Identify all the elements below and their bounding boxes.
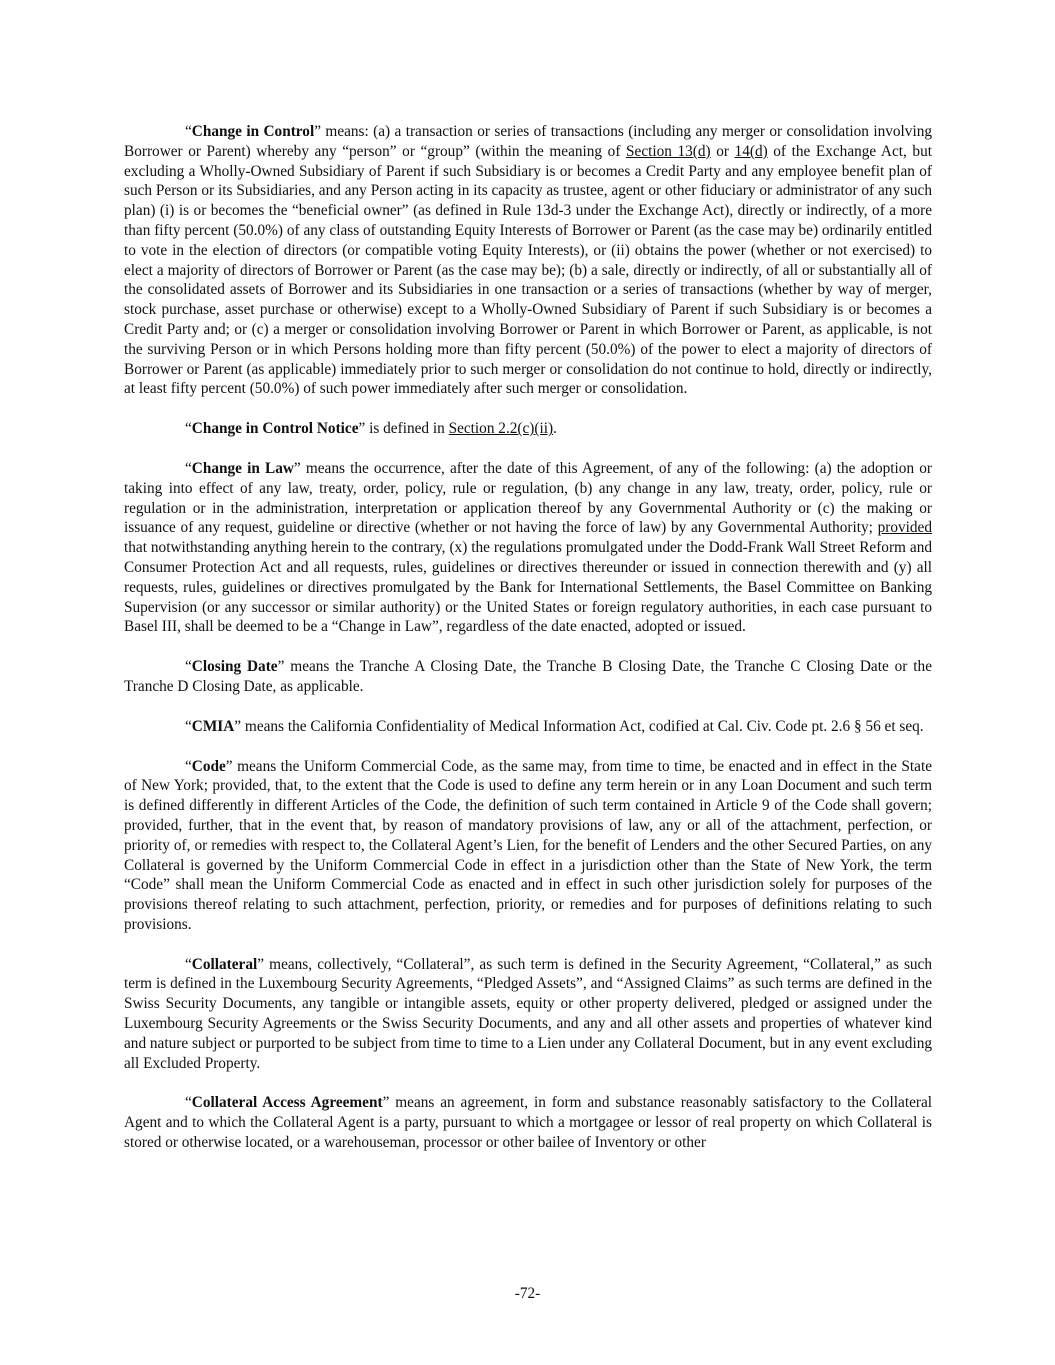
definition-change-in-control: “Change in Control” means: (a) a transaction or series of transactions (including any merger or consolidation involving Borrower or Parent) whereby any “person” or “group” (within the meaning of Section 13(d) or 14(d) of the Exchange Act, but excluding a Wholly-Owned Subsidiary of Parent if such Subsidiary is or becomes a Credit Party and any employee benefit plan of such Person or its Subsidiaries, and any Person acting in its capacity as trustee, agent or other fiduciary or administrator of any such plan) (i) is or becomes the “beneficial owner” (as defined in Rule 13d-3 under the Exchange Act), directly or indirectly, of a more than fifty percent (50.0%) of any class of outstanding Equity Interests of Borrower or Parent (as the case may be) ordinarily entitled to vote in the election of directors (or compatible voting Equity Interests), or (ii) obtains the power (whether or not exercised) to elect a majority of directors of Borrower or Parent (as the case may be); (b) a sale, directly or indirectly, of all or substantially all of the consolidated assets of Borrower and its Subsidiaries in one transaction or a series of transactions (whether by way of merger, stock purchase, asset purchase or otherwise) except to a Wholly-Owned Subsidiary of Parent if such Subsidiary is or becomes a Credit Party and; or (c) a merger or consolidation involving Borrower or Parent in which Borrower or Parent, as applicable, is not the surviving Person or in which Persons holding more than fifty percent (50.0%) of the power to elect a majority of directors of Borrower or Parent (as applicable) immediately prior to such merger or consolidation do not continue to hold, directly or indirectly, at least fifty percent (50.0%) of such power immediately after such merger or consolidation. xyxy=(124,123,932,398)
defined-term: Change in Control Notice xyxy=(191,420,359,438)
definition-change-in-law: “Change in Law” means the occurrence, after the date of this Agreement, of any of the following: (a) the adoption or taking into effect of any law, treaty, order, policy, rule or regulation, (b) any change in any law, treaty, order, policy, rule or regulation or in the administration, interpretation or application thereof by any Governmental Authority or (c) the making or issuance of any request, guideline or directive (whether or not having the force of law) by any Governmental Authority; provided that notwithstanding anything herein to the contrary, (x) the regulations promulgated under the Dodd-Frank Wall Street Reform and Consumer Protection Act and all requests, rules, guidelines or directives thereunder or issued in connection therewith and (y) all requests, rules, guidelines or directives promulgated by the Bank for International Settlements, the Basel Committee on Banking Supervision (or any successor or similar authority) or the United States or foreign regulatory authorities, in each case pursuant to Basel III, shall be deemed to be a “Change in Law”, regardless of the date enacted, adopted or issued. xyxy=(124,459,932,636)
section-reference: Section 13(d) xyxy=(626,142,711,160)
definition-collateral: “Collateral” means, collectively, “Collateral”, as such term is defined in the Security Agreement, “Collateral,” as such term is defined in the Luxembourg Security Agreements, “Pledged Assets”, and “Assigned Claims” as such terms are defined in the Swiss Security Documents, any tangible or intangible assets, equity or other property delivered, pledged or assigned under the Luxembourg Security Agreements or the Swiss Security Documents, and any and all other assets and properties of whatever kind and nature subject or purported to be subject from time to time to a Lien under any Collateral Document, but in any event excluding all Excluded Property. xyxy=(124,955,932,1072)
definition-text: means, collectively, “Collateral”, as such term is defined in the Security Agreement, “Collateral,” as such term is defined in the Luxembourg Security Agreements, “Pledged Assets”, and “Assigned Claims” as such terms are defined in the Swiss Security Documents, any tangible or intangible assets, equity or other property delivered, pledged or assigned under the Luxembourg Security Agreements or the Swiss Security Documents, and any and all other assets and properties of whatever kind and nature subject or purported to be subject from time to time to a Lien under any Collateral Document, but in any event excluding all Excluded Property. xyxy=(124,955,932,1072)
definition-text: means the Tranche A Closing Date, the Tranche B Closing Date, the Tranche C Closing Date or the Tranche D Closing Date, as applicable. xyxy=(124,658,932,695)
defined-term: Collateral Access Agreement xyxy=(191,1094,383,1112)
section-reference: 14(d) xyxy=(734,142,768,160)
defined-term: Change in Law xyxy=(191,459,294,477)
definition-cmia: “CMIA” means the California Confidentiality of Medical Information Act, codified at Cal. Civ. Code pt. 2.6 § 56 et seq. xyxy=(185,717,924,735)
document-page xyxy=(124,122,932,1173)
section-reference: Section 2.2(c)(ii) xyxy=(448,420,554,438)
definition-text: of the Exchange Act, but excluding a Wholly-Owned Subsidiary of Parent if such Subsidiary is or becomes a Credit Party and any employee benefit plan of such Person or its Subsidiaries, and any Person acting in its capacity as trustee, agent or other fiduciary or administrator of any such plan) (i) is or becomes the “beneficial owner” (as defined in Rule 13d-3 under the Exchange Act), directly or indirectly, of a more than fifty percent (50.0%) of any class of outstanding Equity Interests of Borrower or Parent (as the case may be) ordinarily entitled to vote in the election of directors (or compatible voting Equity Interests), or (ii) obtains the power (whether or not exercised) to elect a majority of directors of Borrower or Parent (as the case may be); (b) a sale, directly or indirectly, of all or substantially all of the consolidated assets of Borrower and its Subsidiaries in one transaction or a series of transactions (whether by way of merger, stock purchase, asset purchase or otherwise) except to a Wholly-Owned Subsidiary of Parent if such Subsidiary is or becomes a Credit Party and; or (c) a merger or consolidation involving Borrower or Parent in which Borrower or Parent, as applicable, is not the surviving Person or in which Persons holding more than fifty percent (50.0%) of the power to elect a majority of directors of Borrower or Parent (as applicable) immediately prior to such merger or consolidation do not continue to hold, directly or indirectly, at least fifty percent (50.0%) of such power immediately after such merger or consolidation. xyxy=(124,142,932,398)
defined-term: CMIA xyxy=(191,717,235,735)
defined-term: Collateral xyxy=(191,955,258,973)
definition-closing-date: “Closing Date” means the Tranche A Closing Date, the Tranche B Closing Date, the Tranche C Closing Date or the Tranche D Closing Date, as applicable. xyxy=(124,658,932,695)
definition-change-in-control-notice: “Change in Control Notice” is defined in Section 2.2(c)(ii). xyxy=(185,420,557,438)
provided-keyword: provided xyxy=(877,519,932,537)
page-number: -72- xyxy=(514,1285,541,1302)
definition-text: . xyxy=(553,420,557,438)
definition-code: “Code” means the Uniform Commercial Code, as the same may, from time to time, be enacted and in effect in the State of New York; provided, that, to the extent that the Code is used to define any term herein or in any Loan Document and such term is defined differently in different Articles of the Code, the definition of such term contained in Article 9 of the Code shall govern; provided, further, that in the event that, by reason of mandatory provisions of law, any or all of the attachment, perfection, or priority of, or remedies with respect to, the Collateral Agent’s Lien, for the benefit of Lenders and the other Secured Parties, on any Collateral is governed by the Uniform Commercial Code in effect in a jurisdiction other than the State of New York, the term “Code” shall mean the Uniform Commercial Code as enacted and in effect in such other jurisdiction solely for purposes of the provisions thereof relating to such attachment, perfection, priority, or remedies and for purposes of definitions relating to such provisions. xyxy=(124,757,932,933)
definition-text: means the California Confidentiality of Medical Information Act, codified at Cal. Civ. Code pt. 2.6 § 56 et seq. xyxy=(241,717,924,735)
defined-term: Closing Date xyxy=(191,658,278,676)
defined-term: Change in Control xyxy=(191,123,315,140)
definition-text: means an agreement, in form and substance reasonably satisfactory to the Collateral Agent and to which the Collateral Agent is a party, pursuant to which a mortgagee or lessor of real property on which Collateral is stored or otherwise located, or a warehouseman, processor or other bailee of Inventory or other xyxy=(124,1094,932,1152)
definition-text: or xyxy=(710,142,735,160)
defined-term: Code xyxy=(191,757,226,775)
definition-text: is defined in xyxy=(365,420,449,438)
definition-text: that notwithstanding anything herein to the contrary, (x) the regulations promulgated under the Dodd-Frank Wall Street Reform and Consumer Protection Act and all requests, rules, guidelines or directives thereunder or issued in connection therewith and (y) all requests, rules, guidelines or directives promulgated by the Bank for International Settlements, the Basel Committee on Banking Supervision (or any successor or similar authority) or the United States or foreign regulatory authorities, in each case pursuant to Basel III, shall be deemed to be a “Change in Law”, regardless of the date enacted, adopted or issued. xyxy=(124,539,932,636)
definition-collateral-access-agreement: “Collateral Access Agreement” means an agreement, in form and substance reasonably satisfactory to the Collateral Agent and to which the Collateral Agent is a party, pursuant to which a mortgagee or lessor of real property on which Collateral is stored or otherwise located, or a warehouseman, processor or other bailee of Inventory or other xyxy=(124,1094,932,1152)
definition-text: means the occurrence, after the date of this Agreement, of any of the following: (a) the adoption or taking into effect of any law, treaty, order, policy, rule or regulation, (b) any change in any law, treaty, order, policy, rule or regulation or in the administration, interpretation or application thereof by any Governmental Authority or (c) the making or issuance of any request, guideline or directive (whether or not having the force of law) by any Governmental Authority; xyxy=(124,459,932,537)
definition-text: means: (a) a transaction or series of transactions (including any merger or consolidation involving Borrower or Parent) whereby any “person” or “group” (within the meaning of xyxy=(124,123,932,160)
definition-text: means the Uniform Commercial Code, as the same may, from time to time, be enacted and in effect in the State of New York; provided, that, to the extent that the Code is used to define any term herein or in any Loan Document and such term is defined differently in different Articles of the Code, the definition of such term contained in Article 9 of the Code shall govern; provided, further, that in the event that, by reason of mandatory provisions of law, any or all of the attachment, perfection, or priority of, or remedies with respect to, the Collateral Agent’s Lien, for the benefit of Lenders and the other Secured Parties, on any Collateral is governed by the Uniform Commercial Code in effect in a jurisdiction other than the State of New York, the term “Code” shall mean the Uniform Commercial Code as enacted and in effect in such other jurisdiction solely for purposes of the provisions thereof relating to such attachment, perfection, priority, or remedies and for purposes of definitions relating to such provisions. xyxy=(124,757,932,933)
